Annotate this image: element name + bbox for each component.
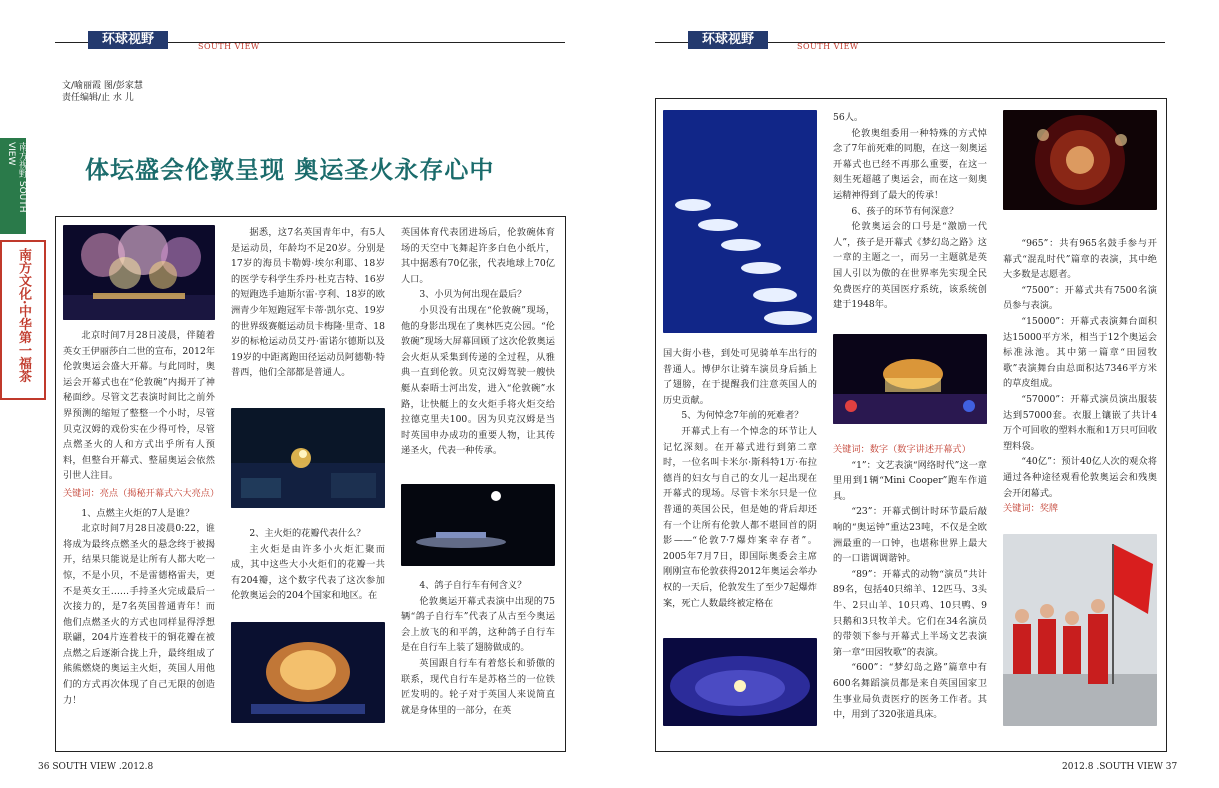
side-tab-top: 南方视野 SOUTH VIEW <box>0 138 26 234</box>
number-4-billion: “40亿”：预计40亿人次的观众将通过各种途径观看伦敦奥运会和残奥会开闭幕式。 <box>1003 456 1157 499</box>
number-23: “23”：开幕式倒计时环节最后敲响的“奥运钟”重达23吨，不仅是全欧洲最重的一口钟，也堪称世界上最大的一口谐调调谐钟。 <box>833 506 987 565</box>
number-89: “89”：开幕式的动物“演员”共计89名，包括40只绵羊、12匹马、3头牛、2只山羊、10只鸡、10只鸭、9只鹅和3只牧羊犬。它们在34名演员的带领下参与开幕式上半场文艺表演第一章“田园牧歌”的表演。 <box>833 568 987 658</box>
number-1: “1”：文艺表演“网络时代”这一章里用到1辆“Mini Cooper”跑车作道具。 <box>833 459 987 502</box>
right-col-3 <box>1003 236 1157 517</box>
right-footer: 2012.8 .SOUTH VIEW 37 <box>1062 762 1178 772</box>
fireworks-photo <box>63 225 215 320</box>
number-57000: “57000”：开幕式演员演出服装达到57000套。衣服上镶嵌了共计4万个可回收的塑料水瓶和1万只可回收塑料袋。 <box>1003 393 1157 452</box>
right-col-2-top <box>833 110 987 313</box>
answer-6: 伦敦奥运会的口号是“激励一代人”，孩子是开幕式《梦幻岛之路》这一章的主题之一，而另一主题就是英国人引以为傲的在世界率先实现全民免费医疗的英国医疗系统，该系统创建于1948年。 <box>833 221 987 311</box>
right-section-tag-en: SOUTH VIEW <box>797 42 859 51</box>
answer-5: 开幕式上有一个悼念的环节让人记忆深刻。在开幕式进行到第二章时，一位名叫卡米尔·斯科特1万·布拉德肖的妇女与自己的女儿一起出现在开幕式的现场。尽管卡米尔只是一位普通的英国公民，但是她的背后却还有一个让所有伦敦人都不堪回首的阴影——“伦敦7·7爆炸案幸存者”。2005年7月7日，即国际奥委会主席刚刚宣布伦敦获得2012年奥运会举办权的一天后，伦敦发生了至少7起爆炸案，死亡人数最终被定格在 <box>663 425 817 609</box>
cyclist-paragraph: 国大街小巷，到处可见骑单车出行的普通人。博伊尔让骑车演员身后插上了翅膀，在于提醒我们注意英国人的历史贡献。 <box>663 348 817 406</box>
memorial-paragraph: 伦敦奥组委用一种特殊的方式悼念了7年前死难的同胞，在这一刻奥运开幕式也已经不再那么重要，在这一刻生死超越了奥运会，而在这一刻奥运精神得到了最大的传承！ <box>833 127 987 201</box>
number-600: “600”：“梦幻岛之路”篇章中有600名舞蹈演员都是来自英国国家卫生事业局负责医疗的医务工作者。其中，用到了320张道具床。 <box>833 662 987 721</box>
flag-bearer-photo <box>1003 534 1157 726</box>
author-credit: 文/喻丽霞 图/彭家慧 <box>62 81 143 91</box>
left-col-3-top <box>401 225 555 459</box>
bicycle-paragraph: 英国跟自行车有着悠长和骄傲的联系，现代自行车是苏格兰的一位铁匠发明的。轮子对于英国人来说简直就是身体里的一部分，在英 <box>401 657 555 716</box>
keyword-medals: 关键词：奖牌 <box>1003 503 1059 515</box>
cauldron-photo <box>231 622 385 723</box>
page-title: 体坛盛会伦敦呈现 奥运圣火永存心中 <box>85 156 495 184</box>
right-col-2-bottom <box>833 442 987 723</box>
left-col-2-bottom <box>231 526 385 604</box>
question-4: 4、鸽子自行车有何含义？ <box>419 580 527 591</box>
dove-dancers-photo <box>663 110 817 333</box>
right-section-tag: 环球视野 <box>688 31 768 49</box>
intro-paragraph: 北京时间7月28日凌晨，伴随着英女王伊丽莎白二世的宣布，2012年伦敦奥运会盛大开幕。与此同时，奥运会开幕式也在“伦敦碗”内揭开了神秘面纱。尽管文艺表演时间比之前外界预测的缩短了整整一个小时，尽管贝克汉姆的戏份实在少得可怜，尽管点燃圣火的人和方式出乎所有人预料，但整台开幕式、整届奥运会依然引世人注目。 <box>63 330 216 482</box>
number-15000: “15000”：开幕式表演舞台面积达15000平方米，相当于12个奥运会标准泳池。其中第一篇章“田园牧歌”表演舞台由总面积达7346平方米的草皮组成。 <box>1003 315 1157 390</box>
right-col-1 <box>663 346 817 611</box>
left-col-1 <box>63 328 220 708</box>
dove-bicycle-photo <box>401 484 555 566</box>
paper-paragraph: 英国体育代表团进场后，伦敦碗体育场的天空中飞舞起许多白色小纸片，其中据悉有70亿张，代表地球上70亿人口。 <box>401 227 555 285</box>
question-5: 5、为何悼念7年前的死难者？ <box>681 410 804 422</box>
torch-photo <box>231 408 385 508</box>
keyword-highlight: 关键词：亮点（揭秘开幕式六大亮点） <box>63 487 220 499</box>
side-tab-bottom: 南方文化·中华第一福茶 <box>0 240 46 400</box>
number-965: “965”：共有965名鼓手参与开幕式“混乱时代”篇章的表演，其中绝大多数是志愿者。 <box>1003 238 1157 281</box>
death-toll-text: 56人。 <box>833 112 864 123</box>
question-6: 6、孩子的环节有何深意？ <box>851 205 959 217</box>
left-section-tag-en: SOUTH VIEW <box>198 42 260 51</box>
torchbearers-paragraph: 据悉，这7名英国青年中，有5人是运动员，年龄均不足20岁。分别是17岁的海员卡勒姆·埃尔利耶、18岁的医学专科学生乔丹·杜克吉特、16岁的短跑选手迪斯尔雷·亨利、18岁的欧洲青少年短跑冠军卡蒂·凯尔克、19岁的世界级赛艇运动员卡梅隆·里奇、18岁的标枪运动员艾丹·雷诺尔德斯以及19岁的中距离跑田径运动员阿德勒·特普西，他们全部都是普通人。 <box>231 227 385 379</box>
question-2: 2、主火炬的花瓣代表什么？ <box>249 528 366 539</box>
left-footer: 36 SOUTH VIEW .2012.8 <box>38 762 154 772</box>
editor-credit: 责任编辑/止 水 儿 <box>62 93 134 103</box>
answer-1: 北京时间7月28日凌晨0:22，谁将成为最终点燃圣火的悬念终于被揭开，结果只能说是让所有人都大吃一惊，不是小贝，不是雷德格雷夫，更不是英女王……手持圣火完成最后一次接力的，是7名英国普通青年！而他们点燃圣火的方式也同样显得浮想联翩，204片连着枝干的铜花瓣在被点燃之后逐渐合拢上升，最终组成了熊熊燃烧的奥运主火炬，英国人用他们的方式再次体现了自己无限的创造力！ <box>63 523 215 706</box>
keyword-numbers: 关键词：数字（数字讲述开幕式） <box>833 444 971 455</box>
cauldron-night-photo <box>833 334 987 424</box>
left-section-tag: 环球视野 <box>88 31 168 49</box>
answer-3: 小贝没有出现在“伦敦碗”现场，他的身影出现在了奥林匹克公园。“伦敦碗”现场大屏幕回顾了这次伦敦奥运会火炬从采集到传递的全过程，从雅典一直到伦敦。贝克汉姆驾驶一艘快艇从泰晤士河出发，进入“伦敦碗”水路，让快艇上的女火炬手将火炬交给拉德克里夫100。因为贝克汉姆是当时英国申办成功的重要人物，让其传递圣火，代表一种传承。 <box>401 304 555 457</box>
left-col-3-bottom <box>401 578 555 718</box>
fireworks-overhead-photo <box>1003 110 1157 210</box>
stadium-photo <box>663 638 817 726</box>
number-7500: “7500”：开幕式共有7500名演员参与表演。 <box>1003 284 1157 312</box>
answer-4: 伦敦奥运开幕式表演中出现的75辆“鸽子自行车”代表了从古至今奥运会上放飞的和平鸽，这种鸽子自行车是在自行车上装了翅膀做成的。 <box>401 595 555 654</box>
answer-2: 主火炬是由许多小火炬汇聚而成，其中这些大小火炬们的花瓣一共有204瓣，这个数字代表了这次参加伦敦奥运会的204个国家和地区。在 <box>231 543 385 602</box>
credits <box>62 80 143 104</box>
question-1: 1、点燃主火炬的7人是谁？ <box>81 507 195 519</box>
left-col-2-top <box>231 225 385 381</box>
question-3: 3、小贝为何出现在最后？ <box>419 289 527 301</box>
